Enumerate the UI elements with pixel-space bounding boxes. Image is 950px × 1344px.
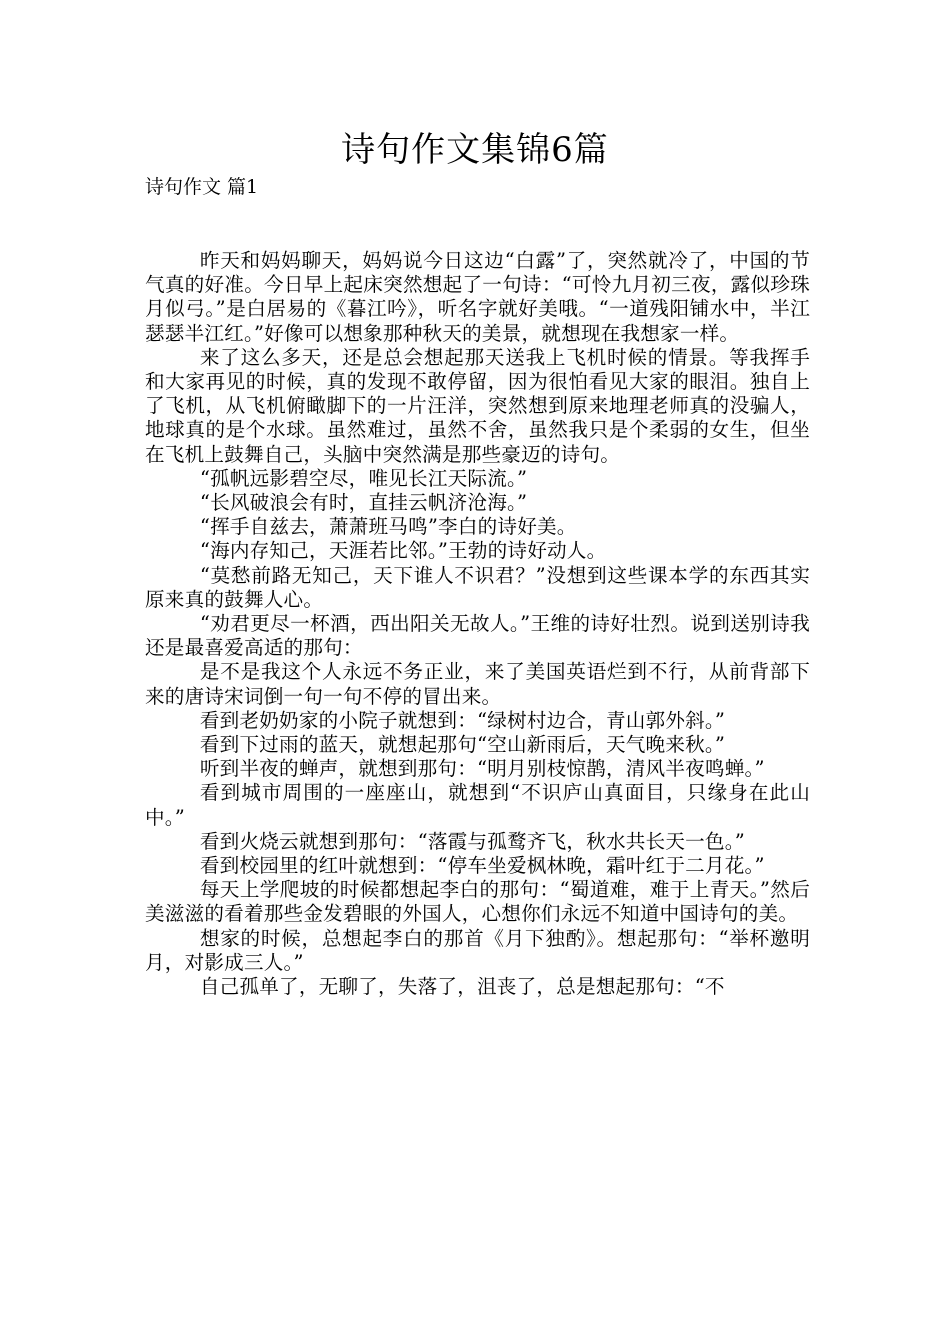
paragraph: 听到半夜的蝉声，就想到那句：“明月别枝惊鹊，清风半夜鸣蝉。” bbox=[199, 757, 765, 781]
paragraph: “海内存知己，天涯若比邻。”王勃的诗好动人。 bbox=[199, 539, 607, 563]
paragraph: “长风破浪会有时，直挂云帆济沧海。” bbox=[199, 491, 528, 515]
document-body bbox=[145, 249, 810, 999]
section-heading: 诗句作文 篇1 bbox=[145, 176, 259, 198]
paragraph: “挥手自兹去，萧萧班马鸣”李白的诗好美。 bbox=[199, 515, 577, 539]
paragraph: 想家的时候，总想起李白的那首《月下独酌》。想起那句：“举杯邀明月，对影成三人。” bbox=[145, 926, 810, 974]
paragraph: “孤帆远影碧空尽，唯见长江天际流。” bbox=[199, 466, 528, 490]
paragraph: 每天上学爬坡的时候都想起李白的那句：“蜀道难，难于上青天。”然后美滋滋的看着那些金发碧眼的外国人，心想你们永远不知道中国诗句的美。 bbox=[145, 878, 810, 926]
paragraph: 来了这么多天，还是总会想起那天送我上飞机时候的情景。等我挥手和大家再见的时候，真的发现不敢停留，因为很怕看见大家的眼泪。独自上了飞机，从飞机俯瞰脚下的一片汪洋，突然想到原来地理老师真的没骗人，地球真的是个水球。虽然难过，虽然不舍，虽然我只是个柔弱的女生，但坐在飞机上鼓舞自己，头脑中突然满是那些豪迈的诗句。 bbox=[145, 345, 810, 466]
paragraph: 看到下过雨的蓝天，就想起那句“空山新雨后，天气晚来秋。” bbox=[199, 733, 726, 757]
paragraph: 看到老奶奶家的小院子就想到：“绿树村边合，青山郭外斜。” bbox=[199, 708, 726, 732]
paragraph: 自己孤单了，无聊了，失落了，沮丧了，总是想起那句：“不 bbox=[199, 975, 725, 999]
paragraph: 昨天和妈妈聊天，妈妈说今日这边“白露”了，突然就冷了，中国的节气真的好准。今日早上起床突然想起了一句诗：“可怜九月初三夜，露似珍珠月似弓。”是白居易的《暮江吟》，听名字就好美哦。“一道残阳铺水中，半江瑟瑟半江红。”好像可以想象那种秋天的美景，就想现在我想家一样。 bbox=[145, 249, 810, 345]
paragraph: 是不是我这个人永远不务正业，来了美国英语烂到不行，从前背部下来的唐诗宋词倒一句一句不停的冒出来。 bbox=[145, 660, 810, 708]
document-title: 诗句作文集锦6篇 bbox=[341, 130, 609, 170]
paragraph: “劝君更尽一杯酒，西出阳关无故人。”王维的诗好壮烈。说到送别诗我还是最喜爱高适的那句： bbox=[145, 612, 810, 660]
paragraph: 看到校园里的红叶就想到：“停车坐爱枫林晚，霜叶红于二月花。” bbox=[199, 854, 765, 878]
paragraph: 看到城市周围的一座座山，就想到“不识庐山真面目，只缘身在此山中。” bbox=[145, 781, 810, 829]
paragraph: “莫愁前路无知己，天下谁人不识君？”没想到这些课本学的东西其实原来真的鼓舞人心。 bbox=[145, 563, 810, 611]
paragraph: 看到火烧云就想到那句：“落霞与孤鹜齐飞，秋水共长天一色。” bbox=[199, 829, 745, 853]
